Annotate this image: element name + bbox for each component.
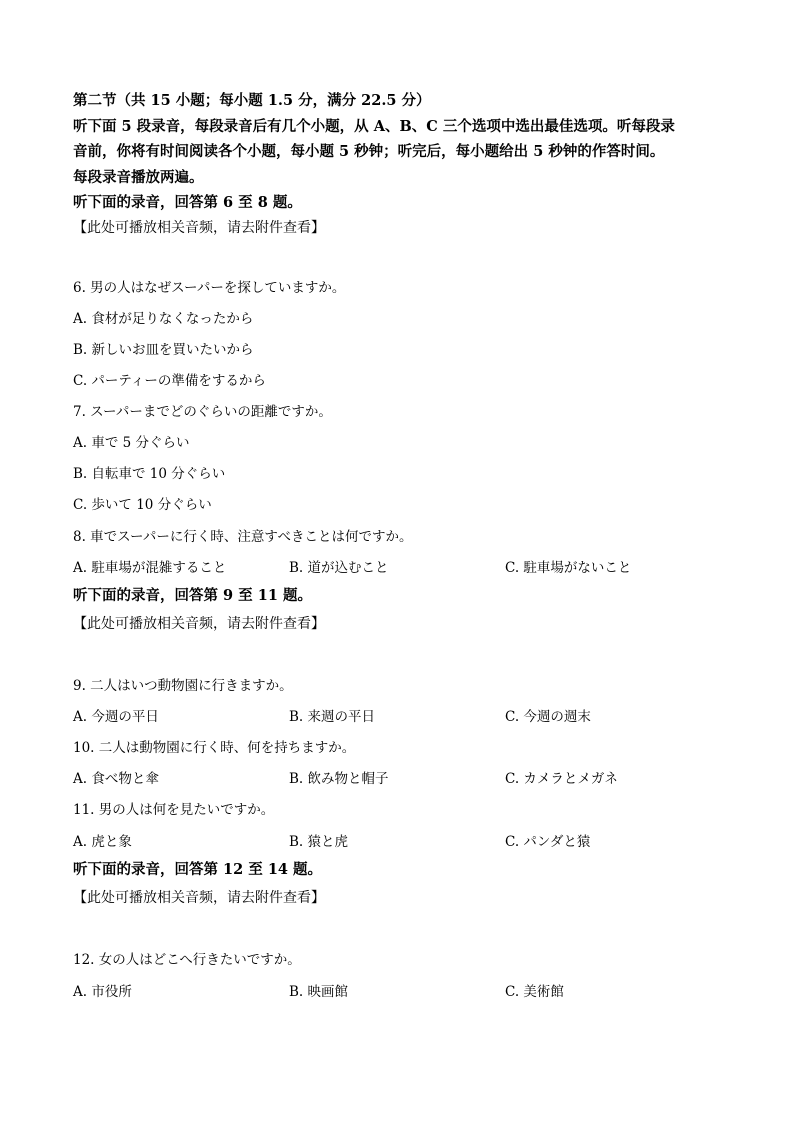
instructions-line-2: 音前，你将有时间阅读各个小题，每小题 5 秒钟；听完后，每小题给出 5 秒钟的作答时间。 [73,143,665,160]
question-12: 12. 女の人はどこへ行きたいですか。 [73,952,301,968]
q10-option-a: A. 食べ物と傘 [73,771,159,787]
q12-option-a: A. 市役所 [73,984,132,1000]
q7-option-c: C. 歩いて 10 分ぐらい [73,497,212,513]
question-8: 8. 車でスーパーに行く時、注意すべきことは何ですか。 [73,529,413,545]
q10-option-b: B. 飲み物と帽子 [289,771,389,787]
q12-option-b: B. 映画館 [289,984,349,1000]
attachment-note-1: 【此处可播放相关音频，请去附件查看】 [73,219,325,236]
q11-option-a: A. 虎と象 [73,834,132,850]
instructions-line-1: 听下面 5 段录音，每段录音后有几个小题，从 A、B、C 三个选项中选出最佳选项。听每段录 [73,117,675,135]
q8-option-a: A. 駐車場が混雑すること [73,560,227,576]
q8-option-c: C. 駐車場がないこと [505,560,632,576]
q8-option-b: B. 道が込むこと [289,560,389,576]
group1-prompt: 听下面的录音，回答第 6 至 8 题。 [73,194,302,211]
q9-option-c: C. 今週の週末 [505,709,591,725]
question-6: 6. 男の人はなぜスーパーを探していますか。 [73,280,346,296]
q6-option-b: B. 新しいお皿を買いたいから [73,342,254,358]
attachment-note-2: 【此处可播放相关音频，请去附件查看】 [73,616,325,632]
q7-option-a: A. 車で 5 分ぐらい [73,435,190,451]
attachment-note-3: 【此处可播放相关音频，请去附件查看】 [73,890,325,906]
q9-option-b: B. 来週の平日 [289,709,376,725]
section-title: 第二节（共 15 小题；每小题 1.5 分，满分 22.5 分） [73,92,431,109]
question-9: 9. 二人はいつ動物園に行きますか。 [73,678,293,694]
q7-option-b: B. 自転車で 10 分ぐらい [73,466,226,482]
question-11: 11. 男の人は何を見たいですか。 [73,802,275,818]
q11-option-c: C. パンダと猿 [505,834,591,850]
q10-option-c: C. カメラとメガネ [505,771,618,787]
q6-option-a: A. 食材が足りなくなったから [73,311,254,327]
q11-option-b: B. 猿と虎 [289,834,349,850]
question-7: 7. スーパーまでどのぐらいの距離ですか。 [73,404,332,420]
q12-option-c: C. 美術館 [505,984,564,1000]
group2-prompt: 听下面的录音，回答第 9 至 11 题。 [73,587,312,604]
section-header [73,88,733,241]
q6-option-c: C. パーティーの準備をするから [73,373,266,389]
instructions-line-3: 每段录音播放两遍。 [73,168,204,186]
q9-option-a: A. 今週の平日 [73,709,159,725]
question-10: 10. 二人は動物園に行く時、何を持ちますか。 [73,740,356,756]
group3-prompt: 听下面的录音，回答第 12 至 14 题。 [73,861,323,878]
